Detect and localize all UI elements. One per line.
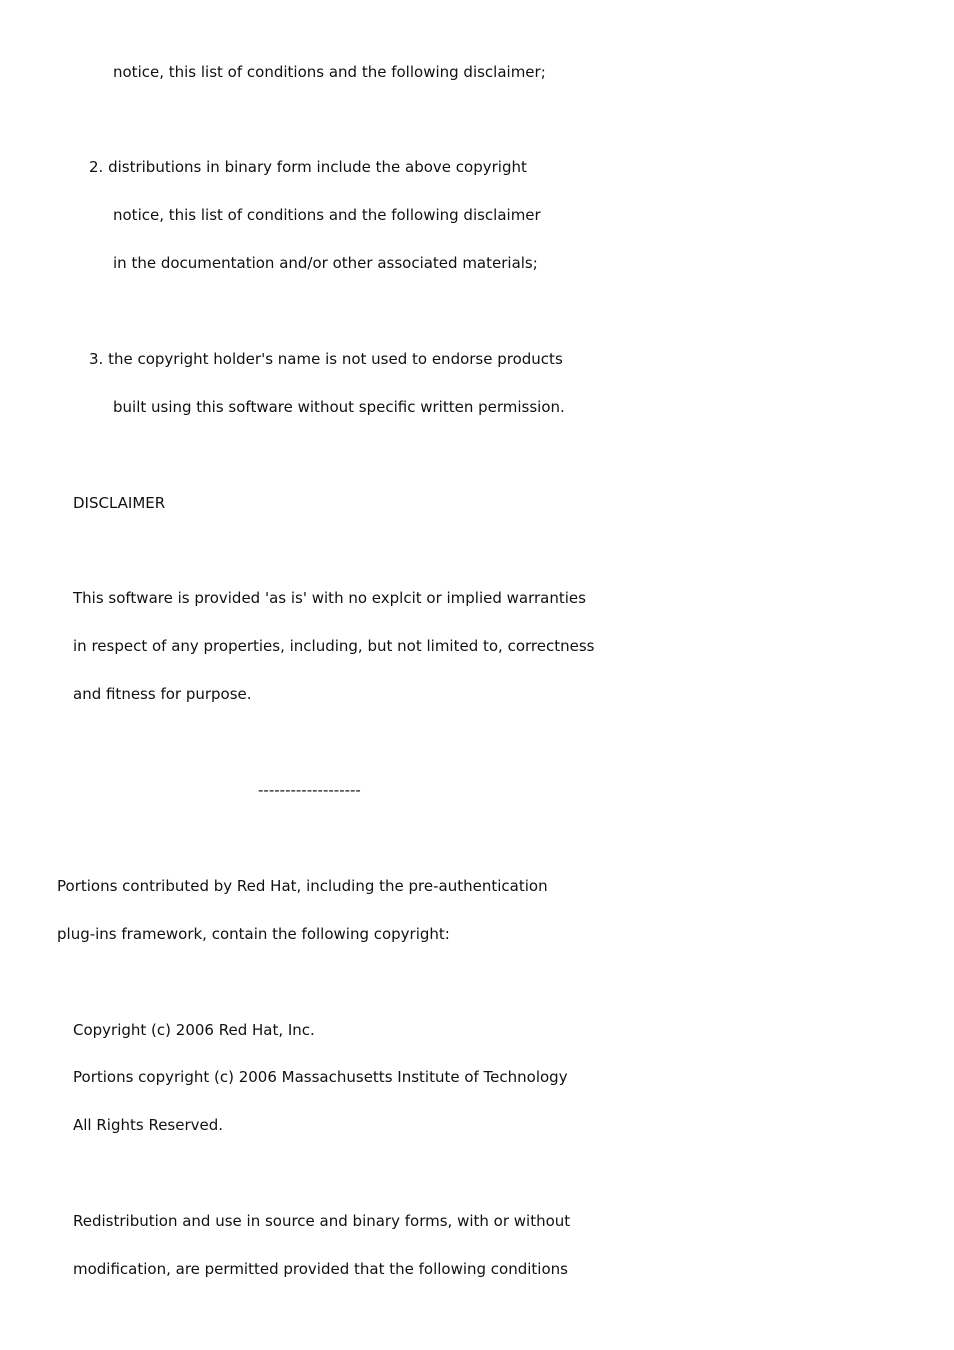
disclaimer-text: in respect of any properties, including, but not limited to, correctness: [73, 637, 595, 655]
red-hat-intro: plug-ins framework, contain the following copyright:: [57, 925, 450, 943]
disclaimer-text: This software is provided 'as is' with no explcit or implied warranties: [73, 589, 586, 607]
red-hat-intro: Portions contributed by Red Hat, including the pre-authentication: [57, 877, 548, 895]
section-divider: -------------------: [258, 781, 361, 799]
license-condition-3: 3. the copyright holder's name is not used to endorse products: [89, 350, 563, 368]
redistribution-text: Redistribution and use in source and binary forms, with or without: [73, 1212, 571, 1230]
disclaimer-heading: DISCLAIMER: [73, 494, 166, 512]
disclaimer-text: and fitness for purpose.: [73, 685, 252, 703]
license-line: notice, this list of conditions and the following disclaimer;: [113, 63, 546, 81]
license-condition-2: 2. distributions in binary form include the above copyright: [89, 158, 527, 176]
copyright-notice: Copyright (c) 2006 Red Hat, Inc.: [73, 1021, 315, 1039]
copyright-notice: Portions copyright (c) 2006 Massachusetts Institute of Technology: [73, 1068, 568, 1086]
rights-reserved: All Rights Reserved.: [73, 1116, 224, 1134]
license-line: notice, this list of conditions and the following disclaimer: [113, 206, 541, 224]
license-line: built using this software without specific written permission.: [113, 398, 565, 416]
redistribution-text: modification, are permitted provided that the following conditions: [73, 1260, 568, 1278]
license-line: in the documentation and/or other associated materials;: [113, 254, 538, 272]
